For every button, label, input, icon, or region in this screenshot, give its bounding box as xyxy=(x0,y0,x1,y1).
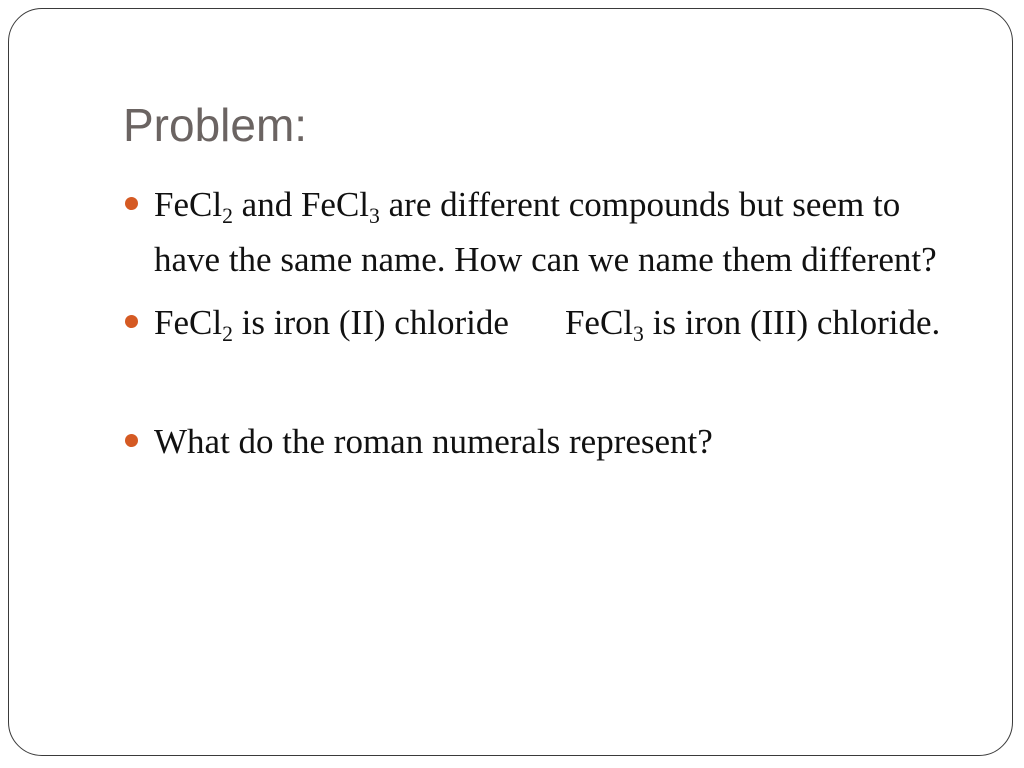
bullet-text-fragment: is iron (III) chloride. xyxy=(643,303,941,342)
formula-fecl-text: FeCl xyxy=(154,303,223,342)
subscript-2: 2 xyxy=(222,203,233,228)
subscript-3: 3 xyxy=(633,321,644,346)
bullet-item xyxy=(123,295,953,350)
bullet-text xyxy=(154,303,941,346)
bullet-dot-icon xyxy=(125,315,138,328)
slide-frame xyxy=(8,8,1013,756)
subscript-3: 3 xyxy=(369,203,380,228)
bullet-dot-icon xyxy=(125,197,138,210)
bullet-text-fragment: are different compounds but seem to have the same name. How can we name them different? xyxy=(154,185,937,279)
bullet-text xyxy=(154,185,937,279)
formula-fecl-text: FeCl xyxy=(154,185,223,224)
bullet-dot-icon xyxy=(125,434,138,447)
bullet-text: What do the roman numerals represent? xyxy=(154,422,713,461)
bullet-item xyxy=(123,177,953,287)
slide-title: Problem: xyxy=(123,99,308,151)
bullet-text-fragment: is iron (II) chloride xyxy=(232,303,509,342)
subscript-2: 2 xyxy=(222,321,233,346)
bullet-text-fragment: and FeCl xyxy=(232,185,370,224)
formula-fecl-text: FeCl xyxy=(564,303,634,342)
bullet-list xyxy=(123,177,953,469)
bullet-item xyxy=(123,414,953,469)
